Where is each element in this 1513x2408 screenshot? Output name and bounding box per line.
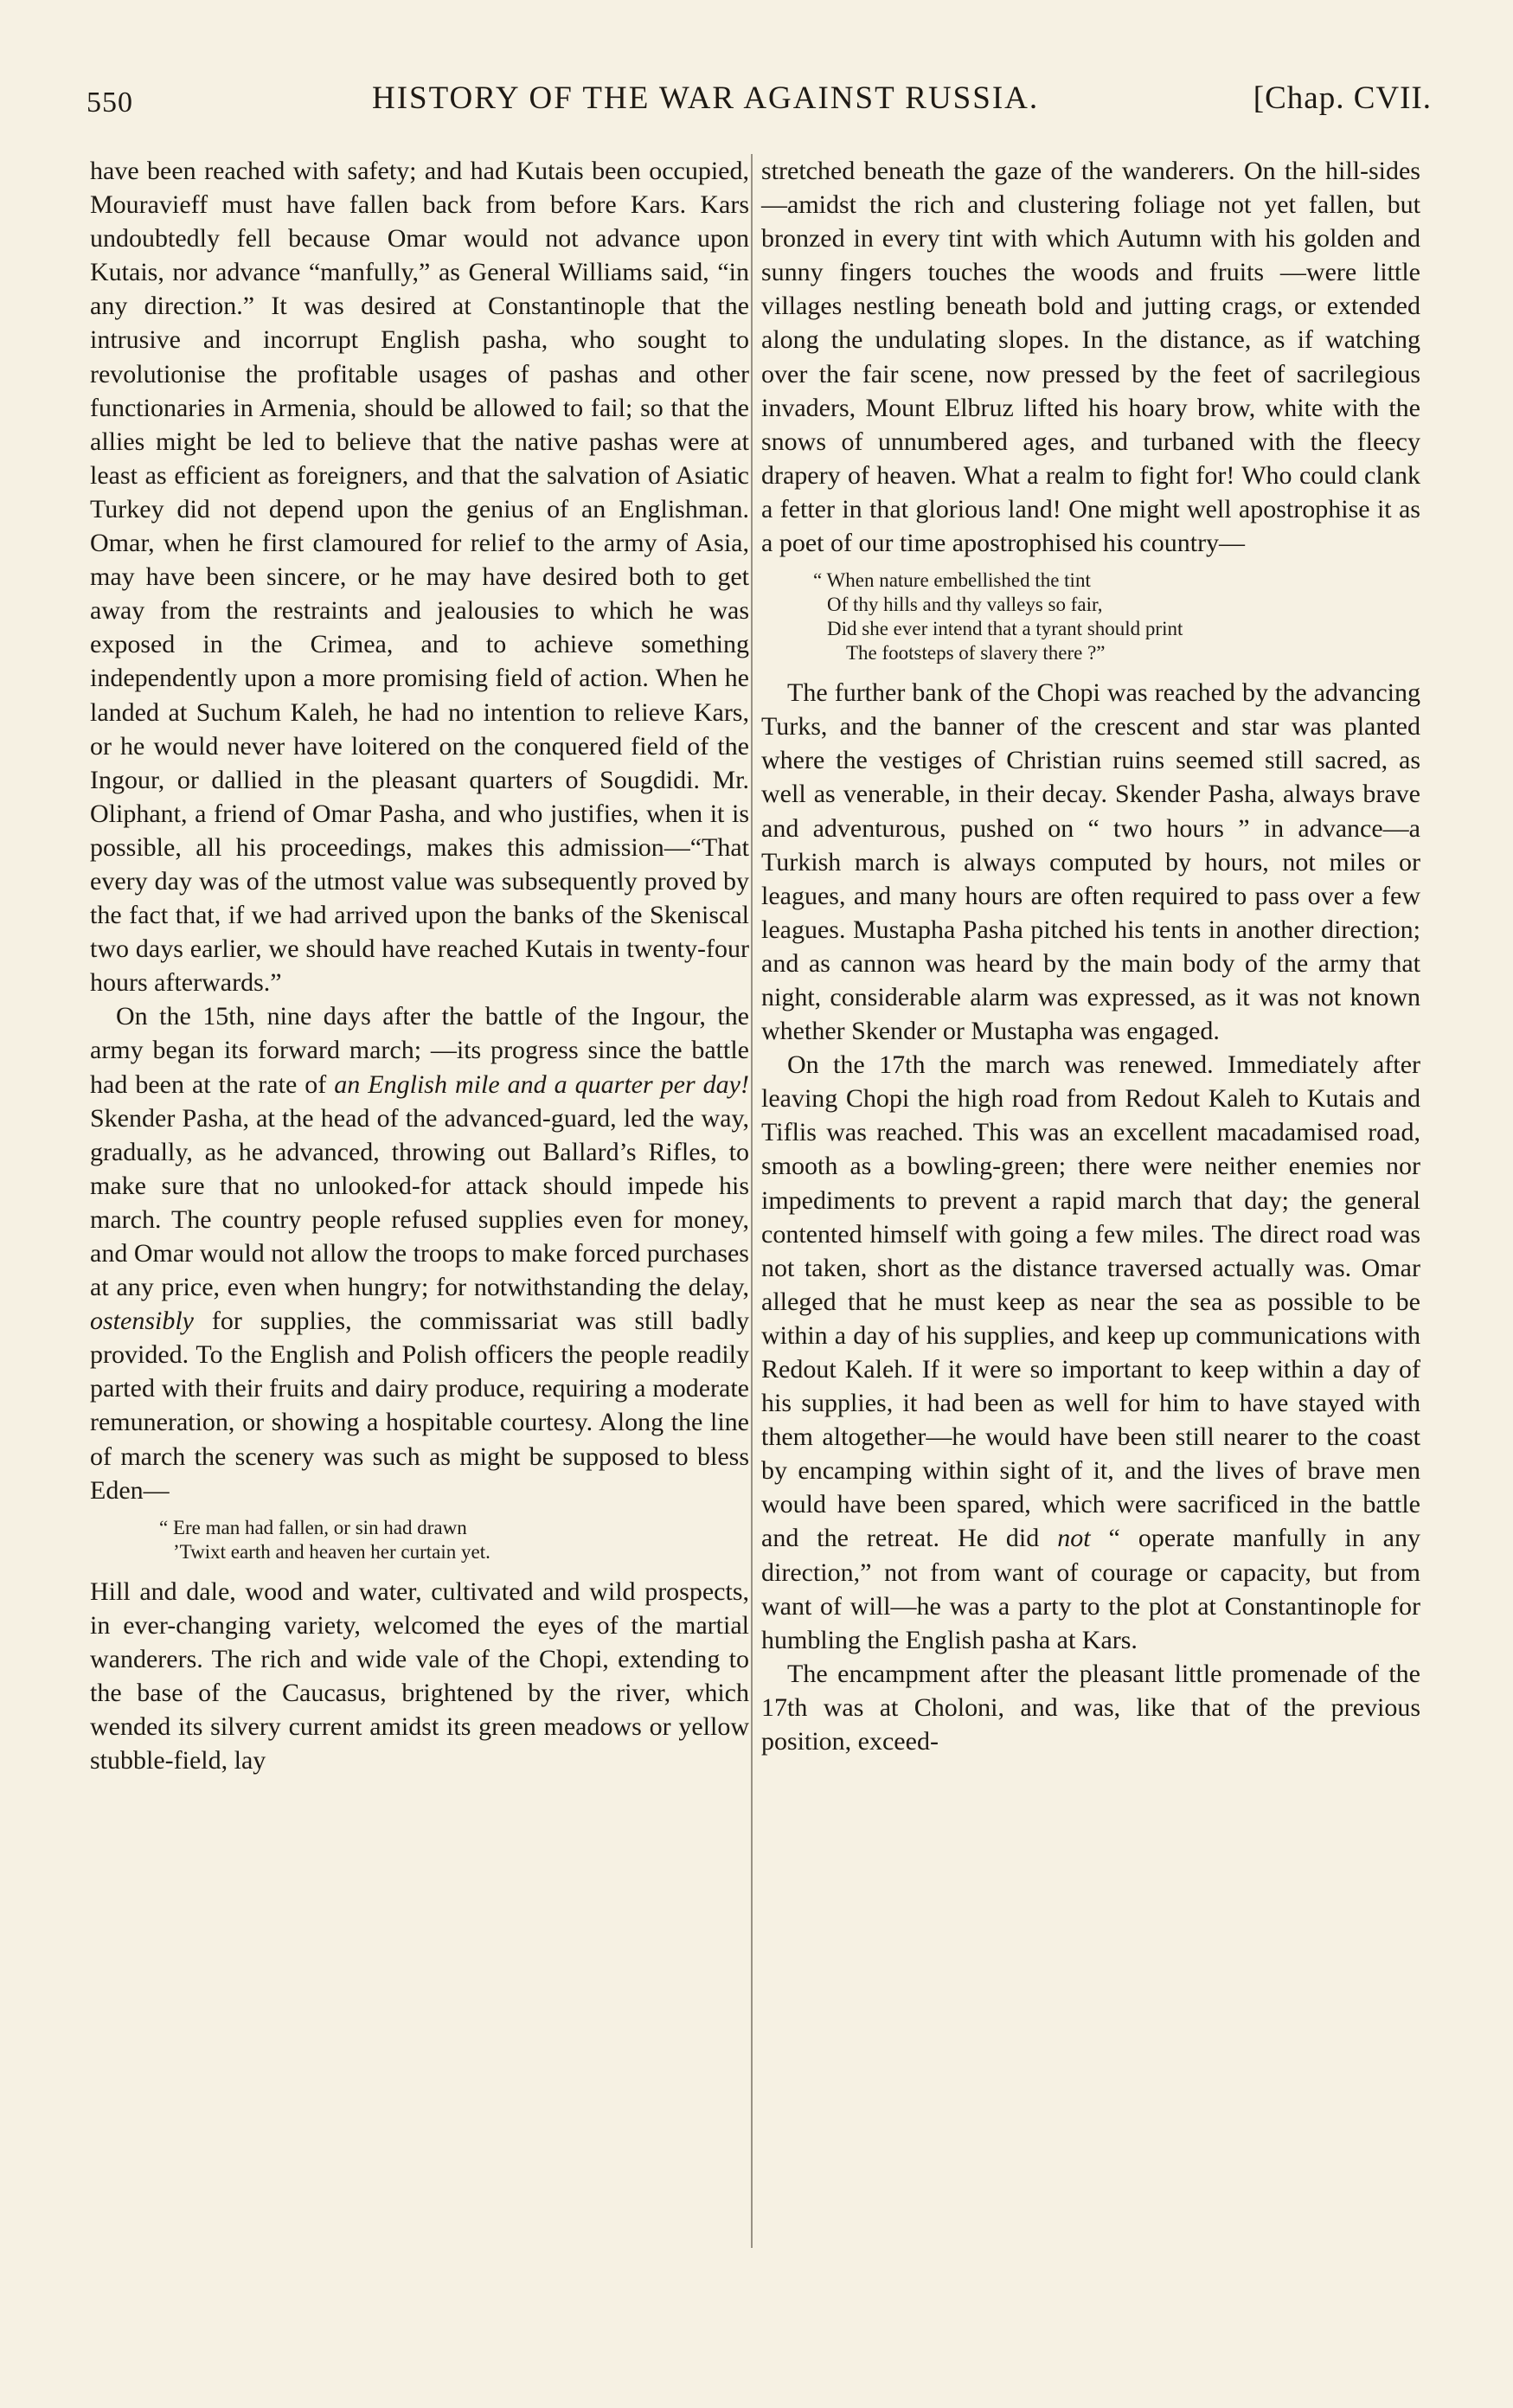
- italic-text: an English mile and a quarter per day!: [334, 1069, 749, 1099]
- paragraph: [90, 999, 749, 1506]
- italic-text: not: [1057, 1524, 1091, 1553]
- paragraph: have been reached with safety; and had Kutais been occupied, Mouravieff must have fallen back from before Kars. Kars undoubtedly fell because Omar would not advance upon Kutais, nor advance “manfully,” as General Williams said, “in any direction.” It was desired at Constantinople that the intrusive and incorrupt English pasha, who sought to revolutionise the profitable usages of pashas and other functionaries in Armenia, should be allowed to fail; so that the allies might be led to believe that the native pashas were at least as efficient as foreigners, and that the salvation of Asiatic Turkey did not depend upon the genius of an Englishman. Omar, when he first clamoured for relief to the army of Asia, may have been sincere, or he may have desired both to get away from the restraints and jealousies to which he was exposed in the Crimea, and to achieve something independently upon a more promising field of action. When he landed at Suchum Kaleh, he had no intention to relieve Kars, or he would never have loitered on the conquered field of the Ingour, or dallied in the pleasant quarters of Sougdidi. Mr. Oliphant, a friend of Omar Pasha, and who justifies, when it is possible, all his proceedings, makes this admission—“That every day was of the utmost value was subsequently proved by the fact that, if we had arrived upon the banks of the Skeniscal two days earlier, we should have reached Kutais in twenty-four hours afterwards.”: [90, 157, 749, 998]
- right-column: [761, 154, 1420, 1758]
- paragraph: Hill and dale, wood and water, cultivated and wild prospects, in ever-changing variety, welcomed the eyes of the martial wanderers. The rich and wide vale of the Chopi, extending to the base of the Caucasus, brightened by the river, which wended its silvery current amidst its green meadows or yellow stubble-field, lay: [90, 1576, 749, 1775]
- paragraph: [761, 1048, 1420, 1657]
- text-run: On the 15th, nine days after the battle of the Ingour, the army began its forward march; —its progress since the battle had been at the rate of: [90, 1002, 749, 1099]
- verse-quotation: [761, 568, 1420, 665]
- verse-quotation: [90, 1516, 749, 1564]
- text-run: On the 17th the march was renewed. Immediately after leaving Chopi the high road from Redout Kaleh to Kutais and Tiflis was reached. This was an excellent macadamised road, smooth as a bowling-green; there were neither enemies nor impediments to prevent a rapid march that day; the general contented himself with going a few miles. The direct road was not taken, short as the distance traversed actually was. Omar alleged that he must keep as near the sea as possible to be within a day of his supplies, and keep up communications with Redout Kaleh. If it were so important to keep within a day of his supplies, it had been as well for him to have stayed with them altogether—he would have been still nearer to the coast by encamping within sight of it, and the lives of brave men would have been spared, which were sacrificed in the battle and the retreat. He did: [761, 1050, 1420, 1553]
- italic-text: ostensibly: [90, 1307, 194, 1336]
- page-number: 550: [87, 87, 133, 119]
- verse-line: Did she ever intend that a tyrant should print: [827, 618, 1183, 640]
- verse-line: “ Ere man had fallen, or sin had drawn: [159, 1516, 467, 1538]
- chapter-reference: [Chap. CVII.: [1253, 80, 1432, 116]
- text-run: “ operate manfully in any direction,” not from want of courage or capacity, but from want of will—he was a party to the plot at Constantinople for humbling the English pasha at Kars.: [761, 1524, 1420, 1654]
- paragraph: The further bank of the Chopi was reached by the advancing Turks, and the banner of the crescent and star was planted where the vestiges of Christian ruins seemed still sacred, as well as venerable, in their decay. Skender Pasha, always brave and adventurous, pushed on “ two hours ” in advance—a Turkish march is always computed by hours, not miles or leagues, and many hours are often required to pass over a few leagues. Mustapha Pasha pitched his tents in another direction; and as cannon was heard by the main body of the army that night, considerable alarm was expressed, as it was not known whether Skender or Mustapha was engaged.: [761, 678, 1420, 1046]
- text-run: Skender Pasha, at the head of the advanced-guard, led the way, gradually, as he advanced, throwing out Ballard’s Rifles, to make sure that no unlooked-for attack should impede his march. The country people refused supplies even for money, and Omar would not allow the troops to make forced purchases at any price, even when hungry; for notwithstanding the delay,: [90, 1103, 749, 1302]
- text-run: for supplies, the commissariat was still badly provided. To the English and Polish officers the people readily parted with their fruits and dairy produce, requiring a moderate remuneration, or showing a hospitable courtesy. Along the line of march the scenery was such as might be supposed to bless Eden—: [90, 1307, 749, 1505]
- verse-line: The footsteps of slavery there ?”: [846, 642, 1106, 665]
- paragraph: The encampment after the pleasant little promenade of the 17th was at Choloni, and was, like that of the previous position, exceed-: [761, 1659, 1420, 1756]
- running-title: HISTORY OF THE WAR AGAINST RUSSIA.: [372, 80, 1040, 116]
- verse-line: Of thy hills and thy valleys so fair,: [827, 594, 1103, 616]
- running-head: [87, 80, 1432, 123]
- left-column: [90, 154, 749, 1777]
- verse-line: “ When nature embellished the tint: [813, 569, 1091, 592]
- column-divider: [751, 154, 753, 2248]
- paragraph: stretched beneath the gaze of the wanderers. On the hill-sides—amidst the rich and clustering foliage not yet fallen, but bronzed in every tint with which Autumn with his golden and sunny fingers touches the woods and fruits —were little villages nestling beneath bold and jutting crags, or extended along the undulating slopes. In the distance, as if watching over the fair scene, now pressed by the feet of sacrilegious invaders, Mount Elbruz lifted his hoary brow, white with the snows of unnumbered ages, and turbaned with the fleecy drapery of heaven. What a realm to fight for! Who could clank a fetter in that glorious land! One might well apostrophise it as a poet of our time apostrophised his country—: [761, 157, 1420, 558]
- verse-line: ’Twixt earth and heaven her curtain yet.: [173, 1540, 490, 1563]
